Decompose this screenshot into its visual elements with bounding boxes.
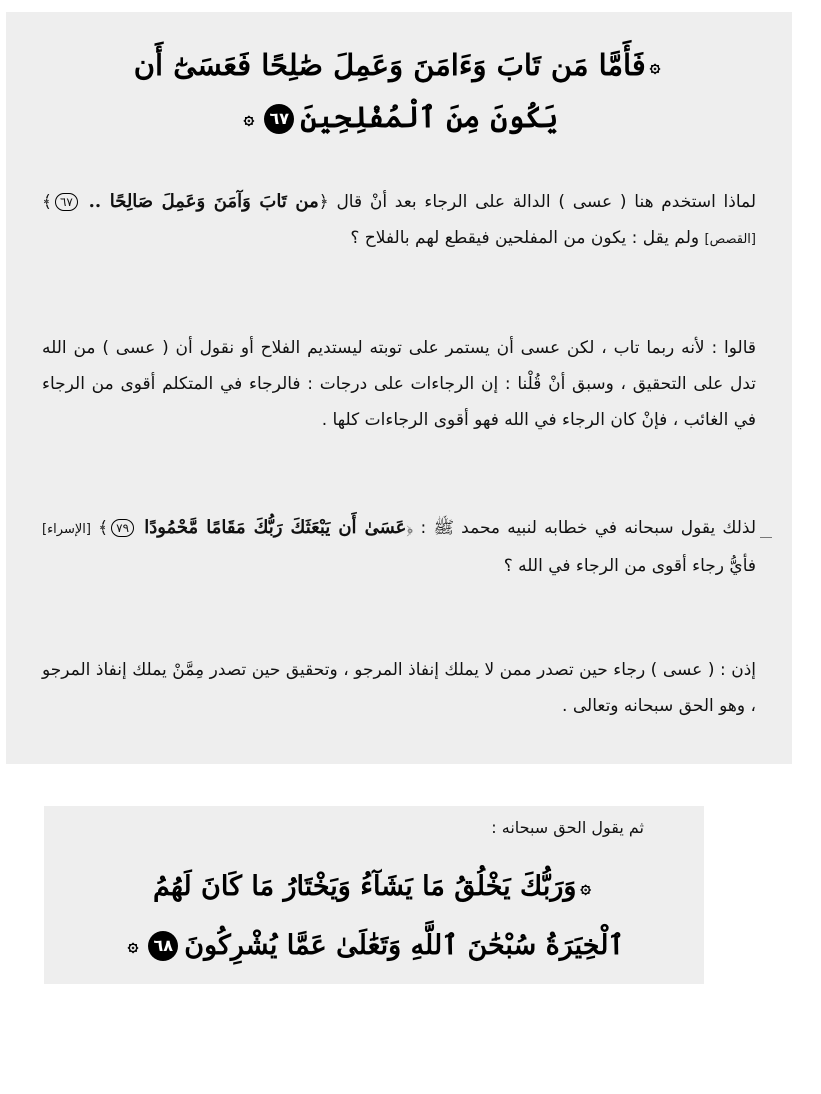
verse-number-badge: ٦٨ [148,931,178,961]
verse-number-inline: ٧٩ [111,519,134,537]
verse-ornament-icon: ۞ [580,876,591,898]
paragraph-text: لماذا استخدم هنا ( عسى ) الدالة على الرجاء بعد أنْ قال ﴿ [318,192,757,212]
surah-reference: [الإسراء] [42,522,91,537]
verse-number-badge: ٦٧ [264,104,294,134]
quoted-verse: من تَابَ وَآمَنَ وَعَمِلَ صَالِحًا .. [88,191,319,212]
verse-text-line-2: ٱلْخِيَرَةُ سُبْحَٰنَ ٱللَّهِ وَتَعَٰلَىٰ عَمَّا يُشْرِكُونَ [184,929,625,961]
paragraph-4: إذن : ( عسى ) رجاء حين تصدر ممن لا يملك إنفاذ المرجو ، وتحقيق حين تصدر مِمَّنْ يملك إنفاذ المرجو ، وهو الحق سبحانه وتعالى . [42,660,756,716]
bracket-close: ﴾ [98,518,109,538]
paragraph-1 [42,184,756,258]
quran-verse-68 [64,858,684,975]
paragraph-text: ولم يقل : يكون من المفلحين فيقطع لهم بالفلاح ؟ [350,228,700,248]
verse-line-2 [64,917,684,976]
verse-number-inline: ٦٧ [55,193,78,211]
paragraph-text: لذلك يقول سبحانه في خطابه لنبيه محمد ﷺ : ﴿ [406,518,757,538]
verse-text-line-2: يَكُونَ مِنَ ٱلْمُفْلِحِينَ [300,100,559,134]
surah-reference: [القصص] [704,232,756,247]
commentary-block [6,12,792,764]
next-verse-intro: ثم يقول الحق سبحانه : [491,818,644,837]
verse-ornament-icon: ۞ [649,56,661,77]
verse-line-1 [64,858,684,917]
scan-mark [760,537,772,538]
next-verse-block [44,806,704,984]
verse-line-2 [42,92,756,144]
paragraph-3 [42,510,756,584]
verse-ornament-icon: ۞ [127,935,139,956]
quran-verse-67 [42,40,756,144]
verse-text-line-1: وَرَبُّكَ يَخْلُقُ مَا يَشَآءُ وَيَخْتَارُ مَا كَانَ لَهُمُ [153,871,577,902]
verse-ornament-icon: ۞ [243,108,255,129]
verse-text-line-1: فَأَمَّا مَن تَابَ وَءَامَنَ وَعَمِلَ صَٰلِحًا فَعَسَىٰٓ أَن [133,48,646,82]
paragraph-text: فأيُّ رجاء أقوى من الرجاء في الله ؟ [503,556,756,576]
bracket-close: ﴾ [42,192,52,212]
quoted-verse: عَسَىٰ أَن يَبْعَثَكَ رَبُّكَ مَقَامًا مَّحْمُودًا [144,517,407,538]
paragraph-2: قالوا : لأنه ربما تاب ، لكن عسى أن يستمر على توبته ليستديم الفلاح أو نقول أن ( عسى ) من الله تدل على التحقيق ، وسبق أنْ قُلْنا : إن الرجاءات على درجات : فالرجاء في المتكلم أقوى من الرجاء في الغائب ، فإنْ كان الرجاء في الله فهو أقوى الرجاءات كلها . [42,338,756,430]
verse-line-1 [42,40,756,92]
